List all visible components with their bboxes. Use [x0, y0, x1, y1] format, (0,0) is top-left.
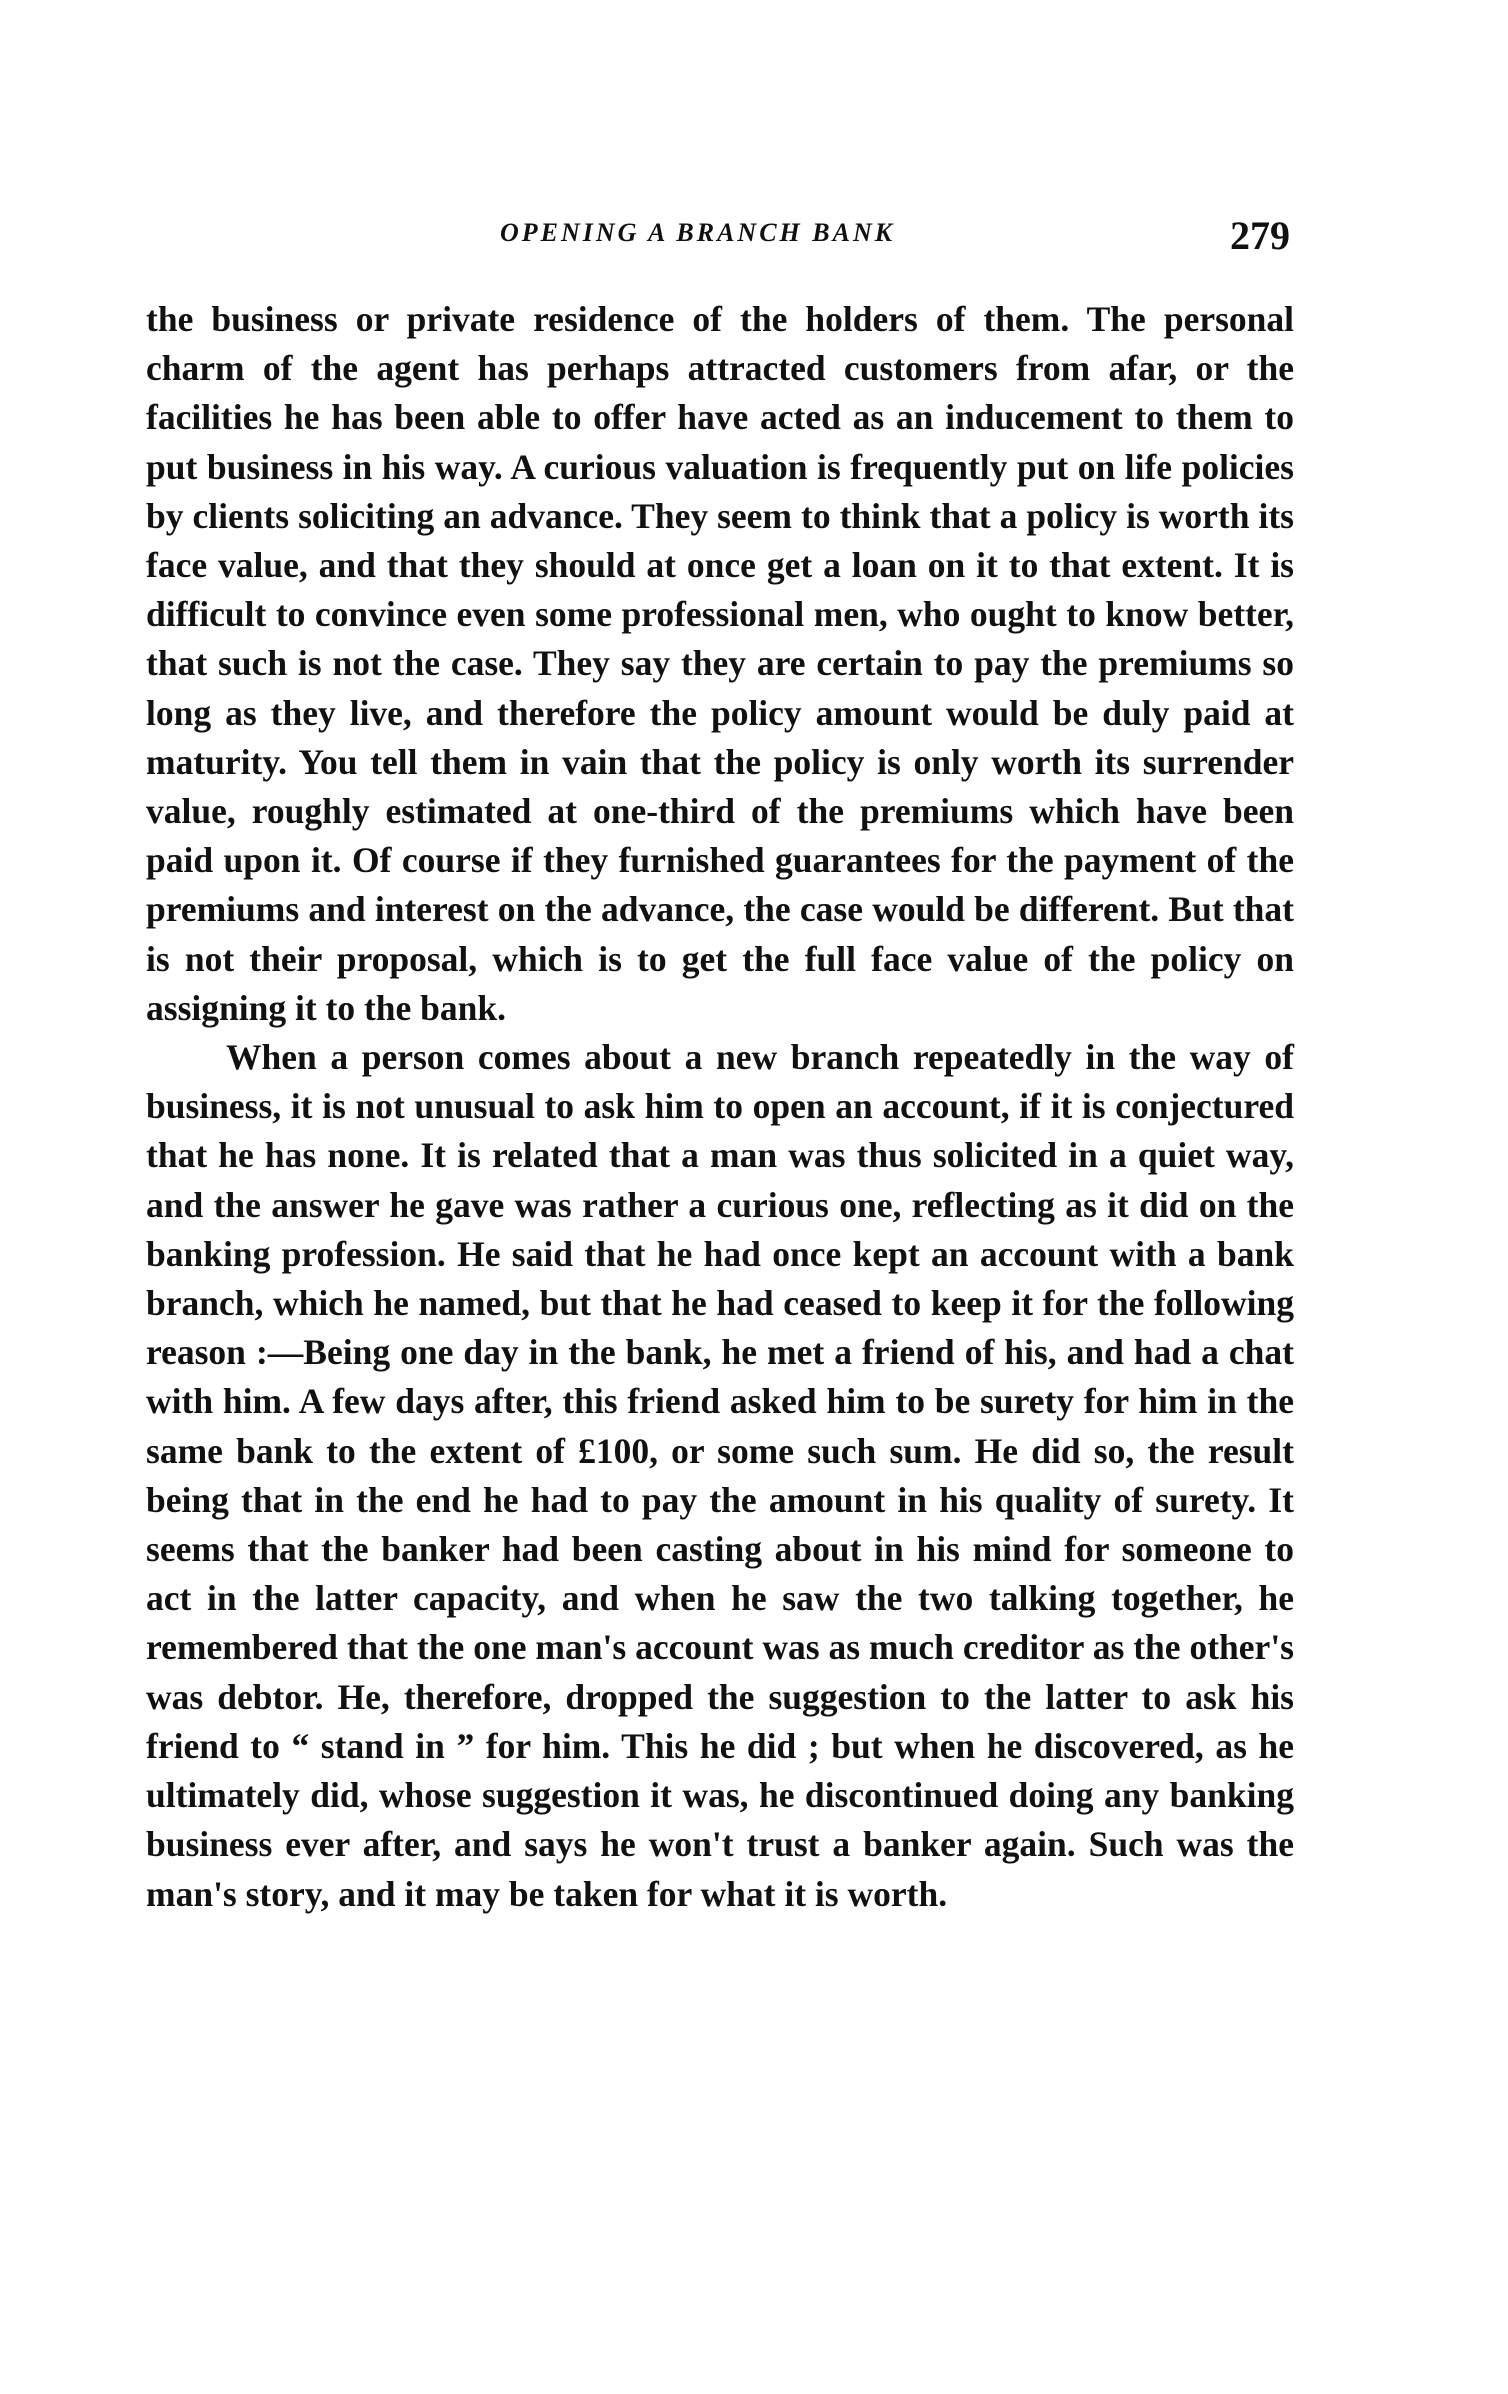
paragraph-new-account-story: When a person comes about a new branch repeatedly in the way of business, it is not unusual to ask him to open an account, if it is conjectured that he has none. It is related that a man was thus solicited in a quiet way, and the answer he gave was rather a curious one, reflecting as it did on the banking profession. He said that he had once kept an account with a bank branch, which he named, but that he had ceased to keep it for the following reason :—Being one day in the bank, he met a friend of his, and had a chat with him. A few days after, this friend asked him to be surety for him in the same bank to the extent of £100, or some such sum. He did so, the result being that in the end he had to pay the amount in his quality of surety. It seems that the banker had been casting about in his mind for someone to act in the latter capacity, and when he saw the two talking together, he remembered that the one man's account was as much creditor as the other's was debtor. He, therefore, dropped the suggestion to the latter to ask his friend to “ stand in ” for him. This he did ; but when he discovered, as he ultimately did, whose suggestion it was, he discontinued doing any banking business ever after, and says he won't trust a banker again. Such was the man's story, and it may be taken for what it is worth.: [146, 1037, 1294, 1914]
body-text: [146, 295, 1294, 1919]
page-number: 279: [1230, 213, 1290, 258]
running-title: OPENING A BRANCH BANK: [500, 218, 896, 247]
paragraph-continued: the business or private residence of the holders of them. The personal charm of the agent has perhaps attracted customers from afar, or the facilities he has been able to offer have acted as an inducement to them to put business in his way. A curious valuation is frequently put on life policies by clients soliciting an advance. They seem to think that a policy is worth its face value, and that they should at once get a loan on it to that extent. It is difficult to convince even some professional men, who ought to know better, that such is not the case. They say they are certain to pay the premiums so long as they live, and therefore the policy amount would be duly paid at maturity. You tell them in vain that the policy is only worth its surrender value, roughly estimated at one-third of the premiums which have been paid upon it. Of course if they furnished guarantees for the payment of the premiums and interest on the advance, the case would be different. But that is not their proposal, which is to get the full face value of the policy on assigning it to the bank.: [146, 299, 1294, 1028]
running-head: [140, 213, 1290, 268]
